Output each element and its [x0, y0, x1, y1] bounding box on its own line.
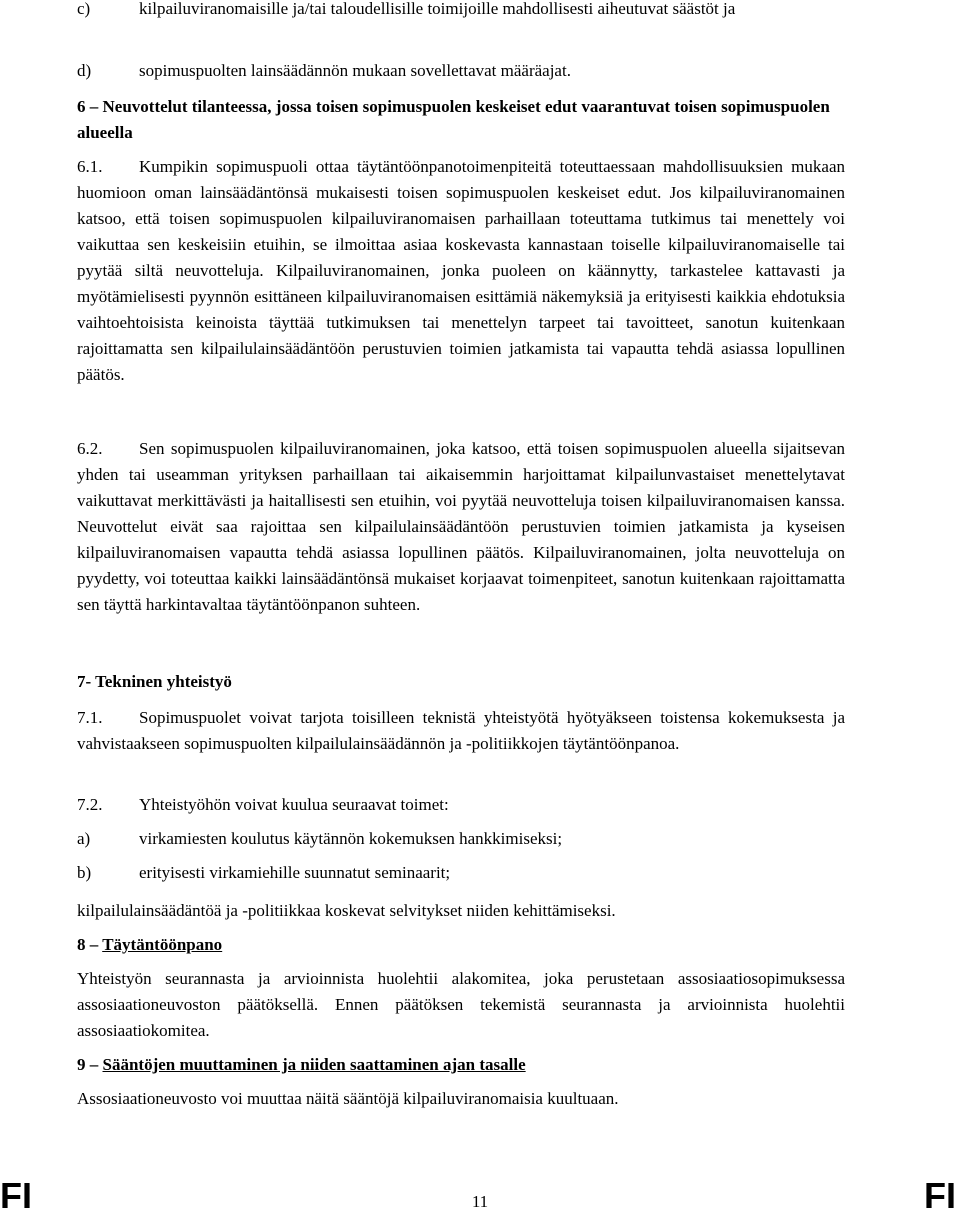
section-title: Sääntöjen muuttaminen ja niiden saattaminen ajan tasalle [102, 1055, 526, 1074]
footer-language-code-left: FI [0, 1175, 32, 1216]
paragraph-7-2 [77, 792, 845, 818]
paragraph-6-2 [77, 436, 845, 618]
section-6-heading: 6 – Neuvottelut tilanteessa, jossa toisen sopimuspuolen keskeiset edut vaarantuvat toisen sopimuspuolen alueella [77, 97, 830, 142]
paragraph-text: Sen sopimuspuolen kilpailuviranomainen, joka katsoo, että toisen sopimuspuolen alueella sijaitsevan yhden tai useamman yrityksen parhaillaan tai aikaisemmin harjoittamat kilpailunvastaiset menettelytavat vaikuttavat merkittävästi ja haitallisesti sen etuihin, voi pyytää neuvotteluja toisen kilpailuviranomaisen kanssa. Neuvottelut eivät saa rajoittaa sen kilpailulainsäädäntöön perustuvien toimien jatkamista ja kyseisen kilpailuviranomaisen vapautta tehdä asiassa lopullinen päätös. Kilpailuviranomainen, jolta neuvotteluja on pyydetty, voi toteuttaa kaikki lainsäädäntönsä mukaiset korjaavat toimenpiteet, sanotun kuitenkaan rajoittamatta sen täyttä harkintavaltaa täytäntöönpanon suhteen. [77, 439, 845, 614]
list-item-a [77, 826, 845, 852]
list-label: b) [77, 863, 92, 882]
list-label: c) [77, 0, 91, 18]
section-number: 8 – [77, 935, 99, 954]
list-text: virkamiesten koulutus käytännön kokemuksen hankkimiseksi; [139, 829, 563, 848]
section-8-heading [77, 932, 845, 958]
paragraph-text: Kumpikin sopimuspuoli ottaa täytäntöönpanotoimenpiteitä toteuttaessaan mahdollisuuksien mukaan huomioon oman lainsäädäntönsä mukaisesti toisen sopimuspuolen keskeiset edut. Jos kilpailuviranomainen katsoo, että toisen sopimuspuolen kilpailuviranomaisen parhaillaan toteuttama tutkimus tai menettely voi vaikuttaa sen keskeisiin etuihin, se ilmoittaa asiaa koskevasta kannastaan toiselle kilpailuviranomaiselle tai pyytää siltä neuvotteluja. Kilpailuviranomainen, jonka puoleen on käännytty, tarkastelee kattavasti ja myötämielisesti pyynnön esittäneen kilpailuviranomaisen esittämiä näkemyksiä ja erityisesti kaikkia ehdotuksia vaihtoehtoisista keinoista täyttää tutkimuksen tai menettelyn tarpeet tai tavoitteet, sanotun kuitenkaan rajoittamatta sen kilpailulainsäädäntöön perustuvien toimien jatkamista tai vapautta tehdä asiassa lopullinen päätös. [77, 157, 845, 384]
list-item-d [77, 58, 845, 84]
list-item-c [77, 0, 845, 22]
list-text: kilpailuviranomaisille ja/tai taloudellisille toimijoille mahdollisesti aiheutuvat säästöt ja [139, 0, 736, 18]
section-number: 9 – [77, 1055, 99, 1074]
section-9-heading [77, 1052, 845, 1078]
paragraph-text: Yhteistyöhön voivat kuulua seuraavat toimet: [139, 795, 449, 814]
paragraph-number: 7.1. [77, 708, 103, 727]
footer-language-code-right: FI [924, 1175, 956, 1216]
list-text: sopimuspuolten lainsäädännön mukaan sovellettavat määräajat. [139, 61, 571, 80]
paragraph-7-1 [77, 705, 845, 757]
section-7-heading: 7- Tekninen yhteistyö [77, 672, 232, 691]
list-label: d) [77, 61, 92, 80]
paragraph-number: 7.2. [77, 795, 103, 814]
paragraph-9: Assosiaationeuvosto voi muuttaa näitä sääntöjä kilpailuviranomaisia kuultuaan. [77, 1089, 619, 1108]
paragraph-text: Sopimuspuolet voivat tarjota toisilleen teknistä yhteistyötä hyötyäkseen toistensa kokemuksesta ja vahvistaakseen sopimuspuolten kilpailulainsäädännön ja -politiikkojen täytäntöönpanoa. [77, 708, 845, 753]
paragraph-8: Yhteistyön seurannasta ja arvioinnista huolehtii alakomitea, joka perustetaan assosiaatiosopimuksessa assosiaationeuvoston päätöksellä. Ennen päätöksen tekemistä seurannasta ja arvioinnista huolehtii assosiaatiokomitea. [77, 969, 845, 1040]
paragraph-6-1 [77, 154, 845, 388]
paragraph-number: 6.1. [77, 157, 103, 176]
paragraph-7-2-closing: kilpailulainsäädäntöä ja -politiikkaa koskevat selvitykset niiden kehittämiseksi. [77, 901, 616, 920]
list-item-b [77, 860, 845, 886]
page-number: 11 [471, 1192, 489, 1211]
section-title: Täytäntöönpano [102, 935, 223, 954]
list-text: erityisesti virkamiehille suunnatut seminaarit; [139, 863, 451, 882]
paragraph-number: 6.2. [77, 439, 103, 458]
list-label: a) [77, 829, 91, 848]
